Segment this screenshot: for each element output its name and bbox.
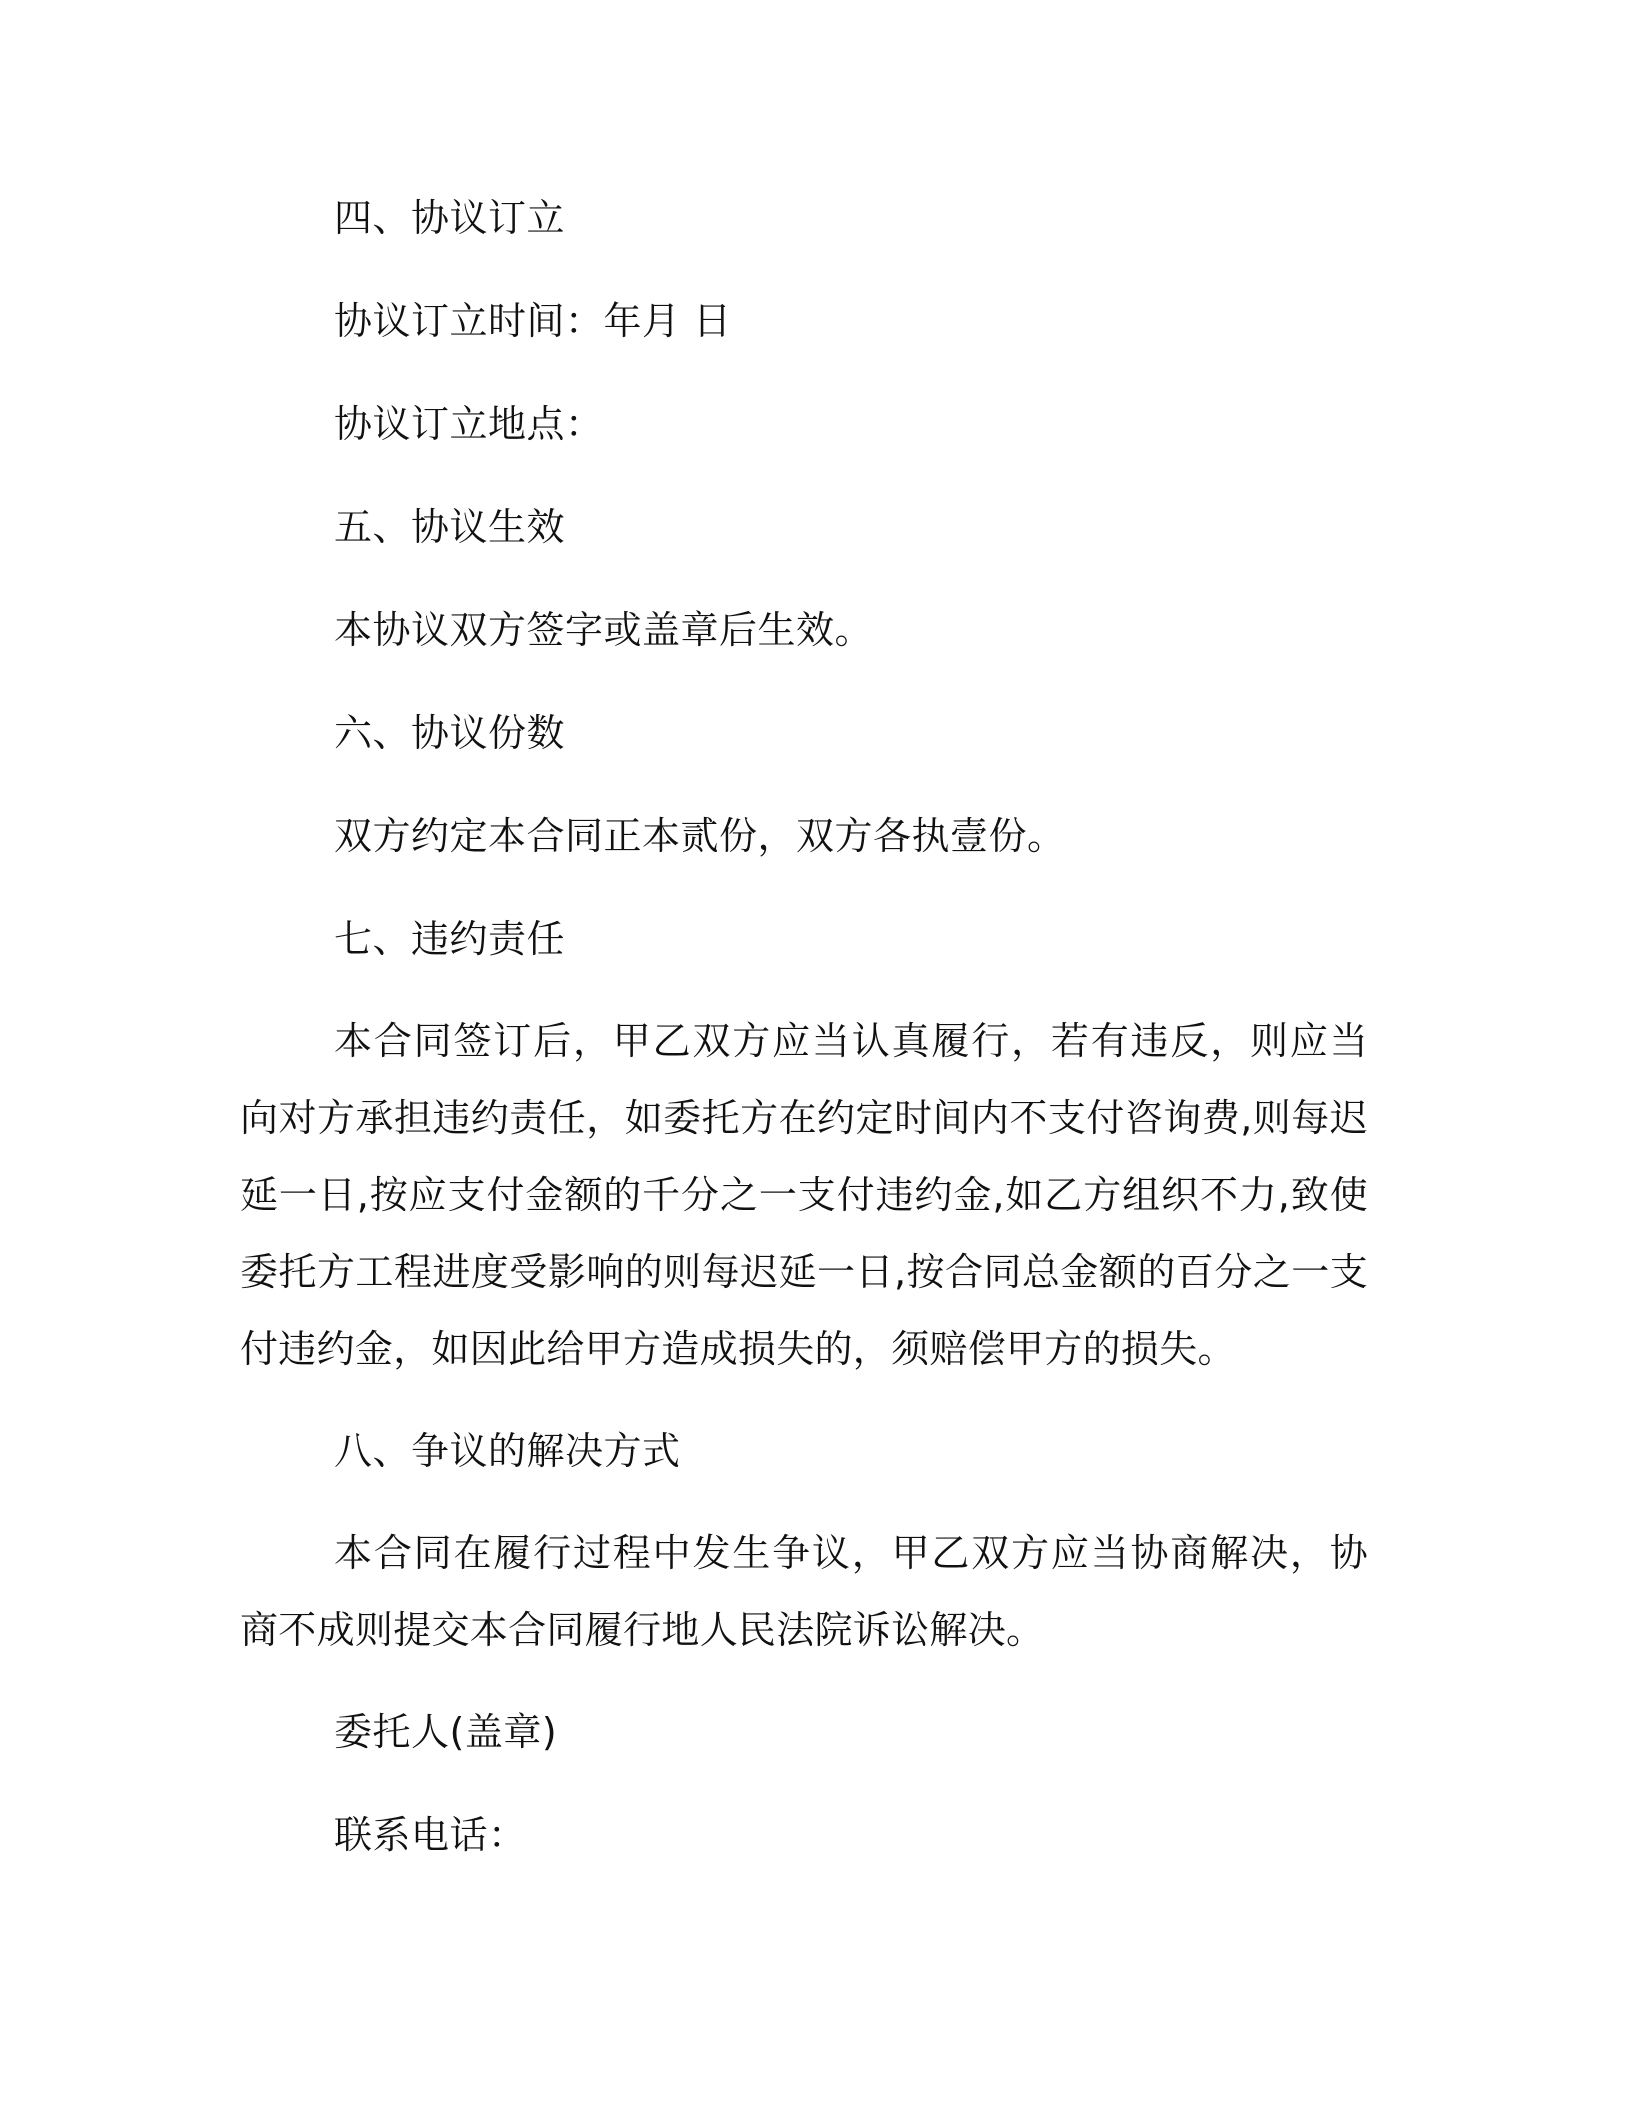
copies-text: 双方约定本合同正本贰份，双方各执壹份。	[334, 814, 1066, 858]
section-heading-5: 五、协议生效	[334, 505, 566, 549]
liability-paragraph: 本合同签订后，甲乙双方应当认真履行，若有违反，则应当向对方承担违约责任，如委托方在约定时间内不支付咨询费,则每迟延一日,按应支付金额的千分之一支付违约金,如乙方组织不力,致使委托方工程进度受影响的则每迟延一日,按合同总金额的百分之一支付违约金，如因此给甲方造成损失的，须赔偿甲方的损失。	[240, 1019, 1368, 1371]
contact-phone-line: 联系电话：	[334, 1813, 527, 1857]
section-heading-4: 四、协议订立	[334, 196, 566, 240]
client-seal-line: 委托人(盖章)	[334, 1710, 558, 1754]
sign-place-line: 协议订立地点：	[334, 402, 604, 446]
section-heading-8: 八、争议的解决方式	[334, 1429, 681, 1473]
section-heading-6: 六、协议份数	[334, 711, 566, 755]
sign-time-line: 协议订立时间：年月 日	[334, 299, 732, 343]
effect-text: 本协议双方签字或盖章后生效。	[334, 608, 874, 652]
section-heading-7: 七、违约责任	[334, 917, 566, 961]
dispute-paragraph: 本合同在履行过程中发生争议，甲乙双方应当协商解决，协商不成则提交本合同履行地人民法院诉讼解决。	[240, 1531, 1368, 1652]
